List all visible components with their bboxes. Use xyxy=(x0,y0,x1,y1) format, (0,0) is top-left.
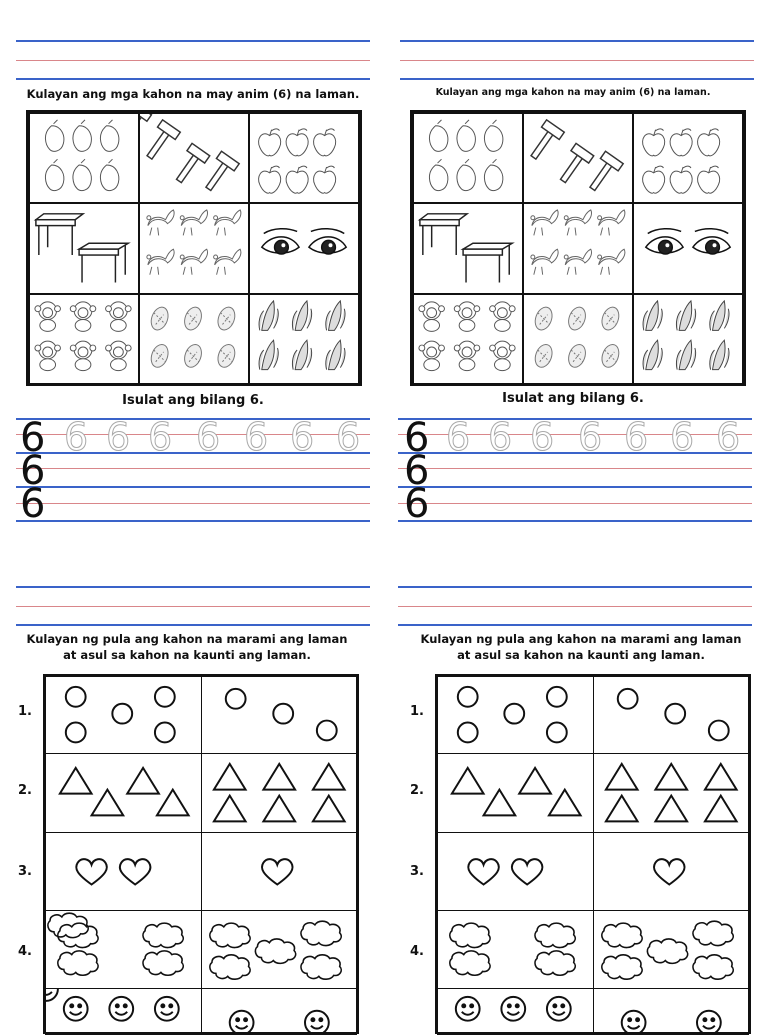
digit-six: 6 xyxy=(404,481,430,527)
header-line-blue xyxy=(16,624,370,626)
cell-left-hearts[interactable] xyxy=(438,832,594,910)
comparison-table xyxy=(435,674,751,1034)
instruction-text: Kulayan ang mga kahon na may anim (6) na laman. xyxy=(435,87,711,98)
trace-digit[interactable]: 6 xyxy=(244,415,269,459)
instruction-line-1: Kulayan ng pula ang kahon na marami ang laman xyxy=(420,632,742,646)
header-line-blue xyxy=(16,586,370,588)
cell-eyes[interactable] xyxy=(249,203,359,293)
picture-grid xyxy=(410,110,746,386)
trace-digit[interactable]: 6 xyxy=(196,415,221,459)
cell-left-clouds[interactable] xyxy=(46,910,202,988)
write-caption: Isulat ang bilang 6. xyxy=(122,393,264,408)
trace-digit[interactable]: 6 xyxy=(336,415,361,459)
writing-line-red xyxy=(398,468,752,469)
trace-digit[interactable]: 6 xyxy=(578,415,603,459)
cell-left-circles[interactable] xyxy=(46,677,202,754)
cell-right-clouds[interactable] xyxy=(201,910,357,988)
cell-right-triangles[interactable] xyxy=(593,754,749,832)
cell-left-circles[interactable] xyxy=(438,677,594,754)
trace-digit[interactable]: 6 xyxy=(446,415,471,459)
cell-right-circles[interactable] xyxy=(593,677,749,754)
row-number: 4. xyxy=(18,944,32,959)
cell-apples[interactable] xyxy=(249,113,359,203)
cell-tables[interactable] xyxy=(29,203,139,293)
cell-right-smileys[interactable] xyxy=(201,989,357,1035)
cell-left-clouds[interactable] xyxy=(438,910,594,988)
cell-apples[interactable] xyxy=(633,113,743,203)
trace-digit[interactable]: 6 xyxy=(530,415,555,459)
digit-six: 6 xyxy=(404,448,430,494)
cell-right-hearts[interactable] xyxy=(201,832,357,910)
writing-line-red xyxy=(16,468,370,469)
row-number: 1. xyxy=(18,704,32,719)
trace-digit[interactable]: 6 xyxy=(624,415,649,459)
digit-six: 6 xyxy=(20,415,46,461)
header-line-blue xyxy=(400,40,754,42)
cell-hammers[interactable] xyxy=(523,113,633,203)
picture-grid xyxy=(26,110,362,386)
cell-right-clouds[interactable] xyxy=(593,910,749,988)
trace-digit[interactable]: 6 xyxy=(716,415,741,459)
row-number: 3. xyxy=(18,864,32,879)
cell-corn[interactable] xyxy=(633,294,743,384)
header-line-red xyxy=(400,60,754,61)
cell-mangoes[interactable] xyxy=(413,113,523,203)
writing-line-blue xyxy=(16,520,370,522)
write-caption: Isulat ang bilang 6. xyxy=(502,391,644,406)
cell-left-smileys[interactable] xyxy=(438,989,594,1035)
header-line-blue xyxy=(400,78,754,80)
writing-line-red xyxy=(16,503,370,504)
digit-six: 6 xyxy=(404,415,430,461)
instruction-text: Kulayan ang mga kahon na may anim (6) na laman. xyxy=(26,87,360,101)
cell-left-triangles[interactable] xyxy=(438,754,594,832)
trace-digit[interactable]: 6 xyxy=(148,415,173,459)
cell-pineapples[interactable] xyxy=(139,294,249,384)
writing-line-blue xyxy=(398,520,752,522)
cell-pineapples[interactable] xyxy=(523,294,633,384)
cell-eyes[interactable] xyxy=(633,203,743,293)
trace-digit[interactable]: 6 xyxy=(488,415,513,459)
digit-six: 6 xyxy=(20,448,46,494)
row-number: 1. xyxy=(410,704,424,719)
trace-digit[interactable]: 6 xyxy=(64,415,89,459)
cell-monkeys[interactable] xyxy=(413,294,523,384)
writing-line-blue xyxy=(16,486,370,488)
instruction-line-2: at asul sa kahon na kaunti ang laman. xyxy=(63,648,311,662)
cell-hammers[interactable] xyxy=(139,113,249,203)
writing-line-red xyxy=(398,503,752,504)
instruction-line-2: at asul sa kahon na kaunti ang laman. xyxy=(457,648,705,662)
header-line-red xyxy=(16,606,370,607)
cell-corn[interactable] xyxy=(249,294,359,384)
header-line-blue xyxy=(398,586,752,588)
row-number: 4. xyxy=(410,944,424,959)
cell-right-smileys[interactable] xyxy=(593,989,749,1035)
header-line-red xyxy=(16,60,370,61)
cell-monkeys[interactable] xyxy=(29,294,139,384)
cell-right-triangles[interactable] xyxy=(201,754,357,832)
cell-left-smileys[interactable] xyxy=(46,989,202,1035)
header-line-blue xyxy=(398,624,752,626)
row-number: 3. xyxy=(410,864,424,879)
header-line-blue xyxy=(16,40,370,42)
row-number: 2. xyxy=(18,783,32,798)
trace-digit[interactable]: 6 xyxy=(670,415,695,459)
cell-chickens[interactable] xyxy=(139,203,249,293)
header-line-blue xyxy=(16,78,370,80)
cell-mangoes[interactable] xyxy=(29,113,139,203)
digit-six: 6 xyxy=(20,481,46,527)
cell-right-circles[interactable] xyxy=(201,677,357,754)
writing-line-blue xyxy=(398,486,752,488)
cell-right-hearts[interactable] xyxy=(593,832,749,910)
comparison-table xyxy=(43,674,359,1034)
trace-digit[interactable]: 6 xyxy=(106,415,131,459)
instruction-line-1: Kulayan ng pula ang kahon na marami ang laman xyxy=(26,632,348,646)
cell-chickens[interactable] xyxy=(523,203,633,293)
cell-left-hearts[interactable] xyxy=(46,832,202,910)
row-number: 2. xyxy=(410,783,424,798)
header-line-red xyxy=(398,606,752,607)
trace-digit[interactable]: 6 xyxy=(290,415,315,459)
cell-tables[interactable] xyxy=(413,203,523,293)
cell-left-triangles[interactable] xyxy=(46,754,202,832)
